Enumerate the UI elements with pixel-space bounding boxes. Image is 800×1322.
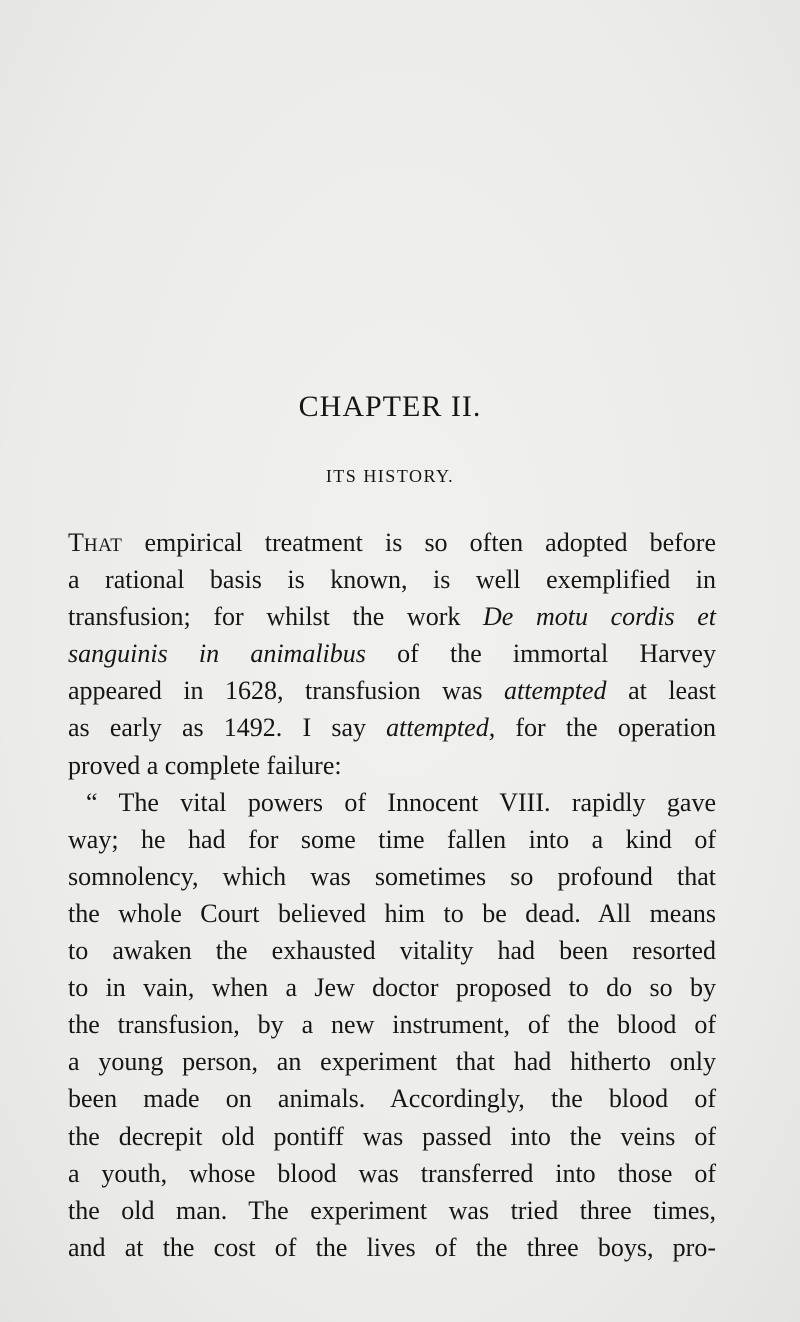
section-title: ITS HISTORY. <box>325 466 455 486</box>
italic-word: attempted <box>504 676 607 706</box>
text-line: proved a complete failure: <box>68 750 342 780</box>
line-text: appeared in 1628, transfusion was <box>68 676 505 706</box>
text-line: a rational basis is known, is well exemplified in <box>68 565 716 595</box>
text-line <box>68 598 716 635</box>
text-line: and at the cost of the lives of the three boys, pro- <box>68 1232 716 1262</box>
text-line: the transfusion, by a new instrument, of the blood of <box>68 1010 716 1040</box>
line-text: of the immortal Harvey <box>365 639 716 669</box>
text-line <box>68 635 716 672</box>
text-line: to in vain, when a Jew doctor proposed to do so by <box>68 973 716 1003</box>
text-line: to awaken the exhausted vitality had been resorted <box>68 936 716 966</box>
text-line: way; he had for some time fallen into a kind of <box>68 824 716 854</box>
text-line: a young person, an experiment that had hitherto only <box>68 1047 716 1077</box>
italic-title: De motu cordis et <box>483 602 717 632</box>
line-text: empirical treatment is so often adopted before <box>122 528 716 557</box>
text-line <box>68 709 716 746</box>
line-text: transfusion; for whilst the work <box>68 602 483 632</box>
body-text <box>68 524 716 1266</box>
text-line: a youth, whose blood was transferred into those of <box>68 1158 716 1188</box>
text-line <box>68 524 716 561</box>
line-text: as early as 1492. I say <box>68 713 387 743</box>
italic-word: attempted, <box>386 713 496 743</box>
text-line: the old man. The experiment was tried three times, <box>68 1195 716 1225</box>
chapter-title: CHAPTER II. <box>298 390 482 423</box>
line-text: for the operation <box>495 713 717 743</box>
small-caps-word: HAT <box>83 535 123 556</box>
line-text: at least <box>606 676 716 706</box>
text-line: the whole Court believed him to be dead. All means <box>68 898 716 928</box>
text-line: somnolency, which was sometimes so profound that <box>68 861 716 891</box>
italic-title: sanguinis in animalibus <box>68 639 366 669</box>
text-line: the decrepit old pontiff was passed into the veins of <box>68 1121 716 1151</box>
text-line: “ The vital powers of Innocent VIII. rapidly gave <box>86 787 716 817</box>
text-line <box>68 672 716 709</box>
text-line: been made on animals. Accordingly, the blood of <box>68 1084 716 1114</box>
small-caps-initial: T <box>68 528 84 557</box>
